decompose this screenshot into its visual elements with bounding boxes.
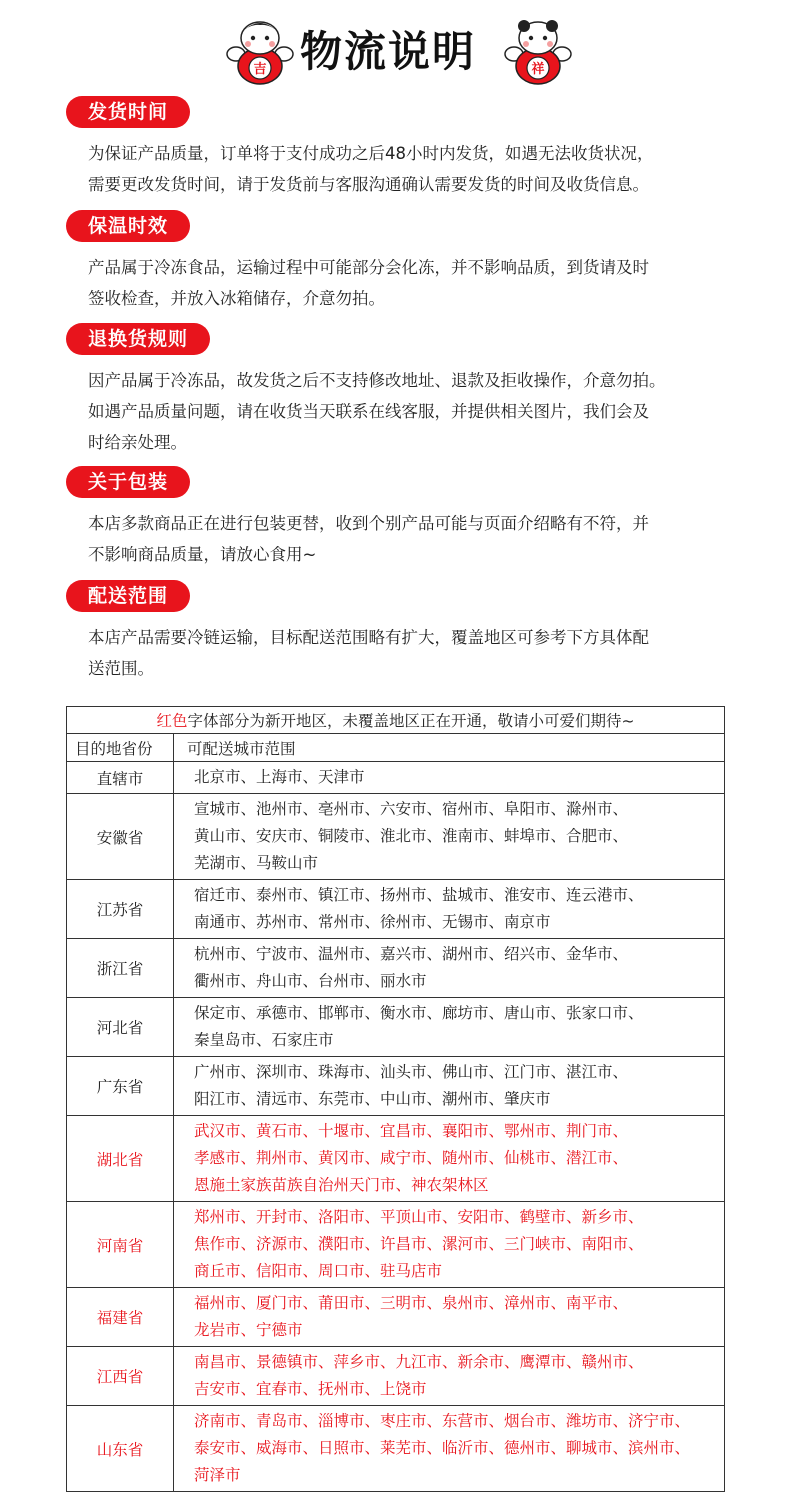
section-heading: 退换货规则 bbox=[66, 323, 210, 355]
cities-line: 商丘市、信阳市、周口市、驻马店市 bbox=[194, 1262, 443, 1280]
delivery-range-table bbox=[66, 706, 725, 1492]
section-heading: 配送范围 bbox=[66, 580, 190, 612]
section-delivery-range bbox=[66, 580, 746, 684]
cities-line: 南昌市、景德镇市、萍乡市、九江市、新余市、鹰潭市、赣州市、 bbox=[194, 1353, 644, 1371]
province-cell: 山东省 bbox=[67, 1406, 174, 1492]
table-row bbox=[67, 1057, 725, 1116]
section-heading: 保温时效 bbox=[66, 210, 190, 242]
cities-line: 广州市、深圳市、珠海市、汕头市、佛山市、江门市、湛江市、 bbox=[194, 1063, 629, 1081]
table-row bbox=[67, 1347, 725, 1406]
table-row bbox=[67, 998, 725, 1057]
cities-cell bbox=[174, 762, 725, 794]
section-returns bbox=[66, 323, 746, 458]
mascot-right-char: 祥 bbox=[531, 62, 545, 77]
cities-line: 衢州市、舟山市、台州市、丽水市 bbox=[194, 972, 427, 990]
column-header-cities: 可配送城市范围 bbox=[174, 734, 725, 762]
province-cell: 河南省 bbox=[67, 1202, 174, 1288]
cities-line: 秦皇岛市、石家庄市 bbox=[194, 1031, 334, 1049]
section-body bbox=[66, 252, 746, 314]
body-line: 如遇产品质量问题，请在收货当天联系在线客服，并提供相关图片，我们会及 bbox=[88, 402, 649, 421]
cities-cell bbox=[174, 1406, 725, 1492]
province-cell: 河北省 bbox=[67, 998, 174, 1057]
mascot-right-icon bbox=[500, 16, 576, 86]
cities-line: 福州市、厦门市、莆田市、三明市、泉州市、漳州市、南平市、 bbox=[194, 1294, 629, 1312]
body-line: 本店多款商品正在进行包装更替，收到个别产品可能与页面介绍略有不符，并 bbox=[88, 514, 649, 533]
body-line: 产品属于冷冻食品，运输过程中可能部分会化冻，并不影响品质，到货请及时 bbox=[88, 258, 649, 277]
section-insulation bbox=[66, 210, 746, 314]
cities-line: 黄山市、安庆市、铜陵市、淮北市、淮南市、蚌埠市、合肥市、 bbox=[194, 827, 629, 845]
body-line: 送范围。 bbox=[88, 659, 154, 678]
notice-red-word: 红色 bbox=[156, 712, 188, 730]
cities-cell bbox=[174, 880, 725, 939]
table-row bbox=[67, 794, 725, 880]
cities-line: 泰安市、威海市、日照市、莱芜市、临沂市、德州市、聊城市、滨州市、 bbox=[194, 1439, 691, 1457]
mascot-left-char: 吉 bbox=[253, 62, 267, 77]
cities-line: 龙岩市、宁德市 bbox=[194, 1321, 303, 1339]
table-row bbox=[67, 939, 725, 998]
body-line: 因产品属于冷冻品，故发货之后不支持修改地址、退款及拒收操作，介意勿拍。 bbox=[88, 371, 666, 390]
cities-cell bbox=[174, 794, 725, 880]
section-body bbox=[66, 365, 746, 458]
section-heading: 发货时间 bbox=[66, 96, 190, 128]
page-title: 物流说明 bbox=[300, 27, 477, 76]
cities-line: 焦作市、济源市、濮阳市、许昌市、漯河市、三门峡市、南阳市、 bbox=[194, 1235, 644, 1253]
body-line: 签收检查，并放入冰箱储存，介意勿拍。 bbox=[88, 289, 385, 308]
province-cell: 直辖市 bbox=[67, 762, 174, 794]
cities-line: 吉安市、宜春市、抚州市、上饶市 bbox=[194, 1380, 427, 1398]
table-row bbox=[67, 762, 725, 794]
body-line: 需要更改发货时间，请于发货前与客服沟通确认需要发货的时间及收货信息。 bbox=[88, 175, 649, 194]
cities-line: 恩施土家族苗族自治州天门市、神农架林区 bbox=[194, 1176, 489, 1194]
body-line: 不影响商品质量，请放心食用~ bbox=[88, 545, 317, 564]
province-cell: 浙江省 bbox=[67, 939, 174, 998]
section-body bbox=[66, 622, 746, 684]
province-cell: 广东省 bbox=[67, 1057, 174, 1116]
cities-line: 南通市、苏州市、常州市、徐州市、无锡市、南京市 bbox=[194, 913, 551, 931]
body-line: 为保证产品质量，订单将于支付成功之后48小时内发货，如遇无法收货状况， bbox=[88, 144, 654, 163]
table-row bbox=[67, 1288, 725, 1347]
cities-cell bbox=[174, 1288, 725, 1347]
cities-line: 阳江市、清远市、东莞市、中山市、潮州市、肇庆市 bbox=[194, 1090, 551, 1108]
mascot-left-icon bbox=[222, 16, 298, 86]
column-header-province: 目的地省份 bbox=[67, 734, 174, 762]
cities-line: 杭州市、宁波市、温州市、嘉兴市、湖州市、绍兴市、金华市、 bbox=[194, 945, 629, 963]
table-header-row bbox=[67, 734, 725, 762]
table-row bbox=[67, 1202, 725, 1288]
section-body bbox=[66, 138, 746, 200]
province-cell: 安徽省 bbox=[67, 794, 174, 880]
section-shipping-time bbox=[66, 96, 746, 200]
section-body bbox=[66, 508, 746, 570]
cities-line: 宣城市、池州市、亳州市、六安市、宿州市、阜阳市、滁州市、 bbox=[194, 800, 629, 818]
cities-cell bbox=[174, 1202, 725, 1288]
cities-line: 菏泽市 bbox=[194, 1466, 241, 1484]
table-notice bbox=[67, 707, 725, 734]
cities-line: 孝感市、荆州市、黄冈市、咸宁市、随州市、仙桃市、潜江市、 bbox=[194, 1149, 629, 1167]
cities-line: 武汉市、黄石市、十堰市、宜昌市、襄阳市、鄂州市、荆门市、 bbox=[194, 1122, 629, 1140]
province-cell: 江西省 bbox=[67, 1347, 174, 1406]
section-heading: 关于包装 bbox=[66, 466, 190, 498]
cities-cell bbox=[174, 998, 725, 1057]
table-row bbox=[67, 1406, 725, 1492]
cities-line: 宿迁市、泰州市、镇江市、扬州市、盐城市、淮安市、连云港市、 bbox=[194, 886, 644, 904]
body-line: 时给亲处理。 bbox=[88, 433, 187, 452]
cities-cell bbox=[174, 939, 725, 998]
cities-cell bbox=[174, 1116, 725, 1202]
cities-line: 郑州市、开封市、洛阳市、平顶山市、安阳市、鹤壁市、新乡市、 bbox=[194, 1208, 644, 1226]
body-line: 本店产品需要冷链运输，目标配送范围略有扩大，覆盖地区可参考下方具体配 bbox=[88, 628, 649, 647]
province-cell: 湖北省 bbox=[67, 1116, 174, 1202]
cities-line: 济南市、青岛市、淄博市、枣庄市、东营市、烟台市、潍坊市、济宁市、 bbox=[194, 1412, 691, 1430]
cities-cell bbox=[174, 1057, 725, 1116]
notice-text: 字体部分为新开地区，未覆盖地区正在开通，敬请小可爱们期待~ bbox=[187, 712, 635, 730]
province-cell: 福建省 bbox=[67, 1288, 174, 1347]
cities-cell bbox=[174, 1347, 725, 1406]
section-packaging bbox=[66, 466, 746, 570]
table-notice-row bbox=[67, 707, 725, 734]
table-row bbox=[67, 880, 725, 939]
page-header bbox=[0, 16, 790, 86]
cities-line: 北京市、上海市、天津市 bbox=[194, 768, 365, 786]
province-cell: 江苏省 bbox=[67, 880, 174, 939]
cities-line: 保定市、承德市、邯郸市、衡水市、廊坊市、唐山市、张家口市、 bbox=[194, 1004, 644, 1022]
table-row bbox=[67, 1116, 725, 1202]
cities-line: 芜湖市、马鞍山市 bbox=[194, 854, 319, 872]
